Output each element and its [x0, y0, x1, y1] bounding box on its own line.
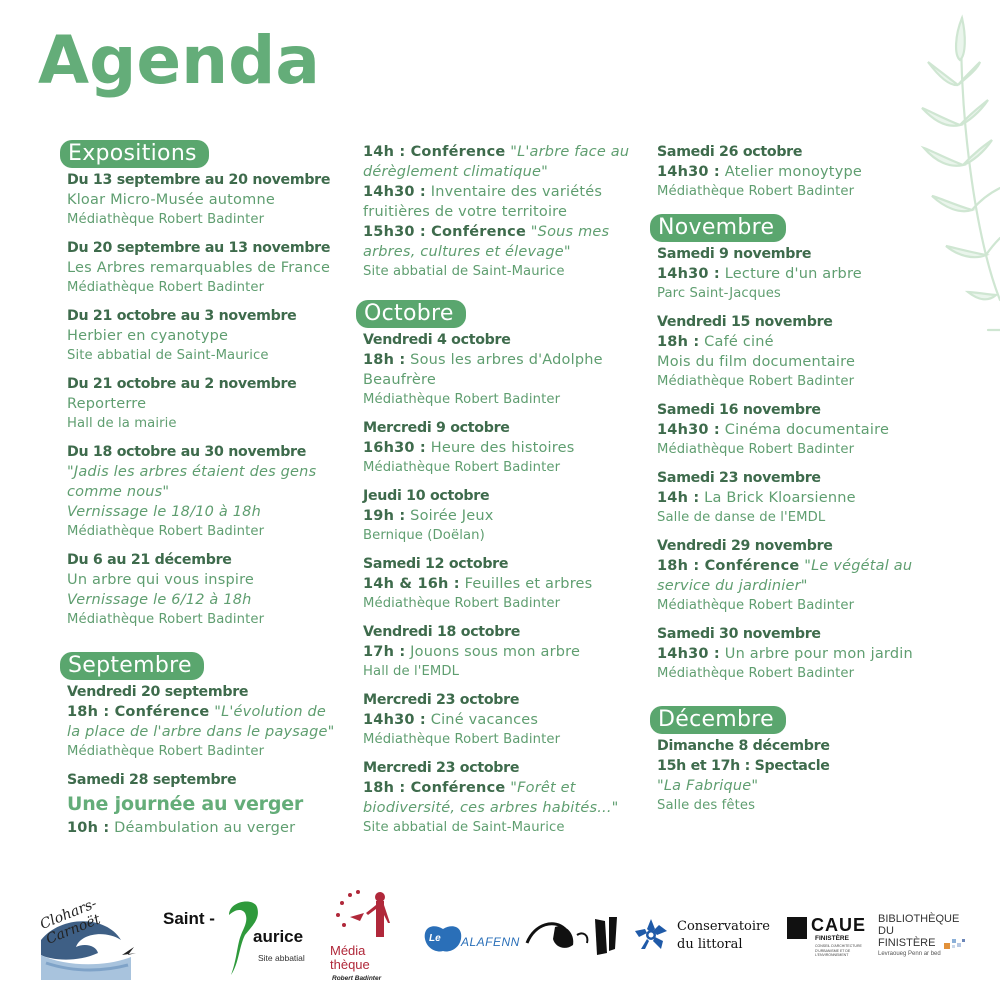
- event-date: Du 21 octobre au 2 novembre: [67, 376, 297, 392]
- event-place: Médiathèque Robert Badinter: [657, 184, 855, 199]
- event-item: [356, 418, 646, 478]
- event-place: Médiathèque Robert Badinter: [657, 442, 855, 457]
- section-novembre: Novembre: [650, 214, 786, 242]
- event-text: La Brick Kloarsienne: [704, 490, 856, 506]
- event-item: [650, 736, 940, 816]
- artist-eye-logo: [525, 913, 620, 963]
- event-time: 14h30 :: [657, 266, 720, 282]
- exposition-item: [60, 170, 350, 230]
- column-left: [60, 140, 350, 846]
- event-time: 14h30 :: [363, 184, 426, 200]
- event-date: Vendredi 18 octobre: [363, 624, 521, 640]
- event-item: [650, 142, 940, 202]
- event-text: Café ciné: [704, 334, 774, 350]
- event-item: [356, 330, 646, 410]
- event-item: [60, 682, 350, 762]
- event-title: "La Fabrique": [657, 778, 759, 794]
- event-date: Vendredi 15 novembre: [657, 314, 833, 330]
- event-time: 16h30 :: [363, 440, 426, 456]
- event-title: service du jardinier": [657, 578, 808, 594]
- balafenn-logo: Le ALAFENN: [423, 923, 513, 963]
- event-place: Médiathèque Robert Badinter: [657, 598, 855, 613]
- conservatoire-littoral-logo: Conservatoire du littoral: [633, 913, 778, 963]
- event-title: la place de l'arbre dans le paysage": [67, 724, 335, 740]
- event-item: [650, 624, 940, 684]
- reader-figure-icon: [330, 887, 400, 947]
- event-place: Hall de la mairie: [67, 416, 177, 431]
- event-text: Cinéma documentaire: [724, 422, 890, 438]
- event-time: 18h :: [363, 352, 406, 368]
- event-place: Médiathèque Robert Badinter: [363, 460, 561, 475]
- event-title: arbres, cultures et élevage": [363, 244, 571, 260]
- event-place: Médiathèque Robert Badinter: [67, 744, 265, 759]
- event-time: 18h : Conférence: [657, 558, 800, 574]
- event-text: Heure des histoires: [430, 440, 575, 456]
- event-date: Vendredi 4 octobre: [363, 332, 511, 348]
- event-item: [650, 312, 940, 392]
- event-text: Ciné vacances: [430, 712, 539, 728]
- event-time: 14h :: [657, 490, 700, 506]
- page-title: Agenda: [38, 22, 320, 99]
- event-time: 15h et 17h : Spectacle: [657, 758, 830, 774]
- eye-drawing-icon: [525, 913, 620, 963]
- event-date: Samedi 16 novembre: [657, 402, 821, 418]
- event-item: [356, 622, 646, 682]
- event-date: Du 18 octobre au 30 novembre: [67, 444, 307, 460]
- event-title: biodiversité, ces arbres habités...": [363, 800, 619, 816]
- event-date: Mercredi 23 octobre: [363, 692, 520, 708]
- event-date: Dimanche 8 décembre: [657, 738, 830, 754]
- event-date: Samedi 28 septembre: [67, 772, 237, 788]
- event-text: Soirée Jeux: [410, 508, 494, 524]
- event-date: Samedi 9 novembre: [657, 246, 812, 262]
- flower-star-icon: [633, 917, 669, 953]
- event-place: Hall de l'EMDL: [363, 664, 460, 679]
- event-text: Feuilles et arbres: [464, 576, 593, 592]
- exposition-item: [60, 442, 350, 542]
- event-title: "Sous mes: [530, 224, 610, 240]
- exposition-item: [60, 238, 350, 298]
- event-time: 14h & 16h :: [363, 576, 460, 592]
- exposition-item: [60, 550, 350, 630]
- event-place: Médiathèque Robert Badinter: [67, 212, 265, 227]
- event-text: Mois du film documentaire: [657, 354, 856, 370]
- event-text: Un arbre pour mon jardin: [724, 646, 913, 662]
- event-title: "Jadis les arbres étaient des gens: [67, 464, 317, 480]
- event-place: Salle de danse de l'EMDL: [657, 510, 826, 525]
- event-item: [356, 486, 646, 546]
- event-place: Médiathèque Robert Badinter: [363, 392, 561, 407]
- bibliotheque-finistere-logo: BIBLIOTHÈQUE DU FINISTÈRE Levraoueg Penn ar bed: [878, 913, 978, 968]
- event-title: Les Arbres remarquables de France: [67, 260, 331, 276]
- event-title: "L'arbre face au: [510, 144, 630, 160]
- event-date: Vendredi 20 septembre: [67, 684, 249, 700]
- section-septembre: Septembre: [60, 652, 204, 680]
- event-date: Vendredi 29 novembre: [657, 538, 833, 554]
- saint-maurice-logo: Saint - aurice Site abbatial: [163, 897, 313, 977]
- event-item: [650, 244, 940, 304]
- event-time: 18h : Conférence: [67, 704, 210, 720]
- event-title: "Le végétal au: [804, 558, 913, 574]
- mediatheque-logo: Média thèque Robert Badinter: [330, 887, 400, 987]
- event-date: Du 6 au 21 décembre: [67, 552, 232, 568]
- caue-finistere-logo: CAUE FINISTÈRE CONSEIL D'ARCHITECTURE D'URBANISME ET DE L'ENVIRONNEMENT: [787, 913, 872, 963]
- event-time: 18h : Conférence: [363, 780, 506, 796]
- event-place: Médiathèque Robert Badinter: [67, 280, 265, 295]
- event-text: Beaufrère: [363, 372, 436, 388]
- event-text: fruitières de votre territoire: [363, 204, 568, 220]
- event-place: Médiathèque Robert Badinter: [363, 732, 561, 747]
- event-text: Lecture d'un arbre: [724, 266, 862, 282]
- event-title: Herbier en cyanotype: [67, 328, 229, 344]
- column-middle: [356, 142, 646, 846]
- exposition-item: [60, 306, 350, 366]
- event-title: Reporterre: [67, 396, 147, 412]
- event-date: Mercredi 23 octobre: [363, 760, 520, 776]
- event-item: [356, 758, 646, 838]
- event-item: [650, 536, 940, 616]
- event-time: 14h : Conférence: [363, 144, 506, 160]
- event-place: Parc Saint-Jacques: [657, 286, 781, 301]
- event-time: 14h30 :: [657, 422, 720, 438]
- event-item: [356, 554, 646, 614]
- event-title: "Forêt et: [510, 780, 576, 796]
- event-note: Vernissage le 18/10 à 18h: [67, 504, 261, 520]
- event-item-continued: [356, 142, 646, 282]
- event-text: Déambulation au verger: [114, 820, 296, 836]
- event-time: 14h30 :: [657, 164, 720, 180]
- event-time: 18h :: [657, 334, 700, 350]
- event-time: 14h30 :: [657, 646, 720, 662]
- section-decembre: Décembre: [650, 706, 786, 734]
- event-date: Samedi 12 octobre: [363, 556, 509, 572]
- exposition-item: [60, 374, 350, 434]
- event-place: Salle des fêtes: [657, 798, 756, 813]
- event-title: dérèglement climatique": [363, 164, 549, 180]
- event-time: 15h30 : Conférence: [363, 224, 526, 240]
- event-date: Du 13 septembre au 20 novembre: [67, 172, 331, 188]
- event-date: Du 20 septembre au 13 novembre: [67, 240, 331, 256]
- event-item: [650, 400, 940, 460]
- event-place: Site abbatial de Saint-Maurice: [363, 820, 565, 835]
- event-text: Atelier monoytype: [724, 164, 862, 180]
- event-place: Site abbatial de Saint-Maurice: [67, 348, 269, 363]
- event-headline: Une journée au verger: [67, 793, 304, 815]
- clohars-carnoet-logo: [36, 885, 146, 985]
- section-octobre: Octobre: [356, 300, 466, 328]
- event-item: [60, 770, 350, 838]
- event-date: Samedi 23 novembre: [657, 470, 821, 486]
- event-item: [356, 690, 646, 750]
- event-date: Samedi 30 novembre: [657, 626, 821, 642]
- event-place: Bernique (Doëlan): [363, 528, 485, 543]
- event-time: 14h30 :: [363, 712, 426, 728]
- event-title: Kloar Micro-Musée automne: [67, 192, 275, 208]
- event-place: Médiathèque Robert Badinter: [67, 524, 265, 539]
- pixel-squares-icon: [944, 937, 966, 951]
- event-date: Samedi 26 octobre: [657, 144, 803, 160]
- event-time: 17h :: [363, 644, 406, 660]
- event-title: comme nous": [67, 484, 170, 500]
- event-item: [650, 468, 940, 528]
- event-place: Site abbatial de Saint-Maurice: [363, 264, 565, 279]
- column-right: [650, 142, 940, 824]
- event-time: 19h :: [363, 508, 406, 524]
- event-place: Médiathèque Robert Badinter: [657, 374, 855, 389]
- event-title: Un arbre qui vous inspire: [67, 572, 255, 588]
- clohars-label: Clohars-Carnoët: [37, 895, 103, 948]
- event-text: Inventaire des variétés: [430, 184, 603, 200]
- section-expositions: Expositions: [60, 140, 209, 168]
- event-date: Jeudi 10 octobre: [363, 488, 490, 504]
- event-date: Mercredi 9 octobre: [363, 420, 510, 436]
- event-text: Jouons sous mon arbre: [410, 644, 581, 660]
- event-text: Sous les arbres d'Adolphe: [410, 352, 603, 368]
- event-place: Médiathèque Robert Badinter: [363, 596, 561, 611]
- event-note: Vernissage le 6/12 à 18h: [67, 592, 252, 608]
- event-title: "L'évolution de: [214, 704, 327, 720]
- caue-block-icon: [787, 917, 807, 939]
- event-time: 10h :: [67, 820, 110, 836]
- event-place: Médiathèque Robert Badinter: [657, 666, 855, 681]
- event-date: Du 21 octobre au 3 novembre: [67, 308, 297, 324]
- partner-logos: [30, 885, 980, 990]
- event-place: Médiathèque Robert Badinter: [67, 612, 265, 627]
